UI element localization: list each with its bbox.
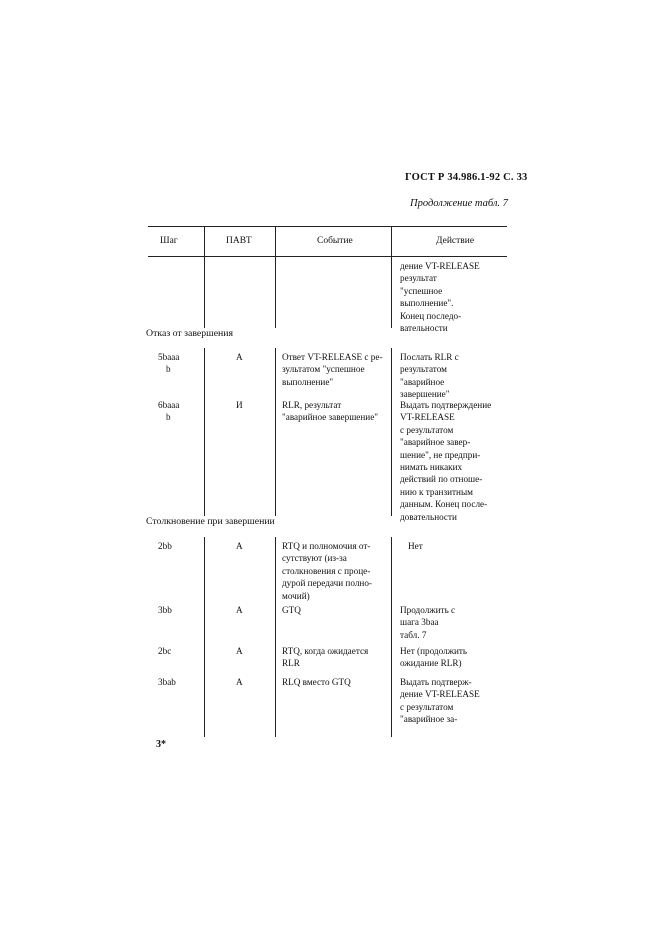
row-1-event: Ответ VT-RELEASE с ре- зультатом "успешное выполнение" [282, 352, 383, 387]
row-3-pavt: А [236, 541, 243, 551]
row-4-event: GTQ [282, 605, 301, 615]
row-5-action: Нет (продолжить ожидание RLR) [400, 646, 468, 669]
row-2-action: Выдать подтверждение VT-RELEASE с результатом "аварийное завер- шение", не предпри- нимать никаких действий по отноше- нию к транзитным данным. Конец после- довательности [400, 400, 492, 522]
table-top-rule [148, 226, 507, 227]
column-divider-3-block2 [391, 348, 392, 516]
row-3-step: 2bb [158, 541, 172, 551]
row-3-action: Нет [408, 541, 423, 551]
row-6-event: RLQ вместо GTQ [282, 677, 351, 687]
row-5-event: RTQ, когда ожидается RLR [282, 646, 369, 669]
row-6-pavt: А [236, 677, 243, 687]
column-divider-2 [275, 226, 276, 328]
column-divider-3-block3 [391, 537, 392, 737]
row-5-pavt: А [236, 646, 243, 656]
column-header-event: Событие [317, 236, 353, 246]
row-6-step: 3bab [158, 677, 176, 687]
row-1-pavt: А [236, 352, 243, 362]
row-4-pavt: А [236, 605, 243, 615]
table-continuation-label: Продолжение табл. 7 [410, 198, 508, 209]
row-1-action: Послать RLR с результатом "аварийное завершение" [400, 352, 459, 400]
row-0-action: дение VT-RELEASE результат "успешное выполнение". Конец последо- вательности [400, 261, 480, 334]
column-divider-2-block3 [275, 537, 276, 737]
row-3-event: RTQ и полномочия от- сутствуют (из-за столкновения с проце- дурой передачи полно- мочий) [282, 541, 372, 601]
section-heading-collision: Столкновение при завершении [146, 516, 275, 527]
column-divider-1-block2 [204, 348, 205, 516]
row-4-action: Продолжить с шага 3baa табл. 7 [400, 605, 456, 640]
column-header-pavt: ПАВТ [226, 236, 252, 246]
column-divider-1-block3 [204, 537, 205, 737]
row-1-step: 5baaa b [158, 352, 180, 375]
column-header-action: Действие [436, 236, 475, 246]
column-divider-1 [204, 226, 205, 328]
page-signature-mark: 3* [156, 739, 166, 750]
table-header-bottom-rule [148, 256, 507, 257]
row-5-step: 2bc [158, 646, 172, 656]
row-4-step: 3bb [158, 605, 172, 615]
row-2-event: RLR, результат "аварийное завершение" [282, 400, 379, 423]
row-2-step: 6baaa b [158, 400, 180, 423]
column-header-step: Шаг [160, 236, 178, 246]
row-6-action: Выдать подтверж- дение VT-RELEASE с результатом "аварийное за- [400, 677, 480, 725]
column-divider-2-block2 [275, 348, 276, 516]
column-divider-3 [391, 226, 392, 328]
document-code: ГОСТ Р 34.986.1-92 С. 33 [405, 172, 528, 183]
section-heading-refusal: Отказ от завершения [146, 328, 234, 339]
row-2-pavt: И [236, 400, 243, 410]
